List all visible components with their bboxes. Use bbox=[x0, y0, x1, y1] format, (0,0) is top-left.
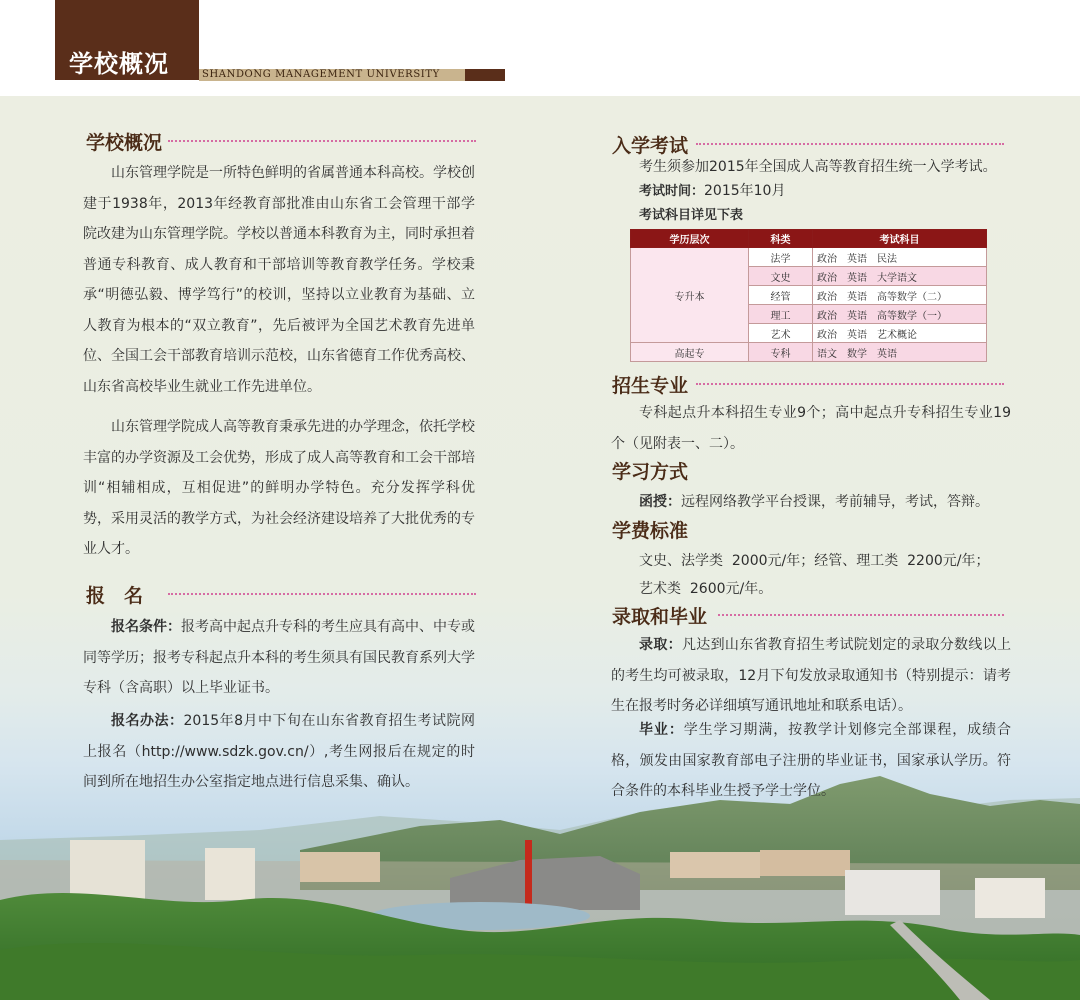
registration-conditions bbox=[83, 612, 475, 704]
admission-admit bbox=[611, 630, 1011, 722]
table-row bbox=[631, 248, 987, 267]
table-header-exams: 考试科目 bbox=[813, 230, 987, 248]
majors-divider bbox=[696, 383, 1004, 385]
admission-admit-label: 录取： bbox=[639, 637, 682, 653]
study-description: 远程网络教学平台授课，考前辅导，考试，答辩。 bbox=[681, 494, 989, 510]
table-cell-subject: 文史 bbox=[749, 267, 813, 286]
table-cell-exams: 政治 英语 高等数学（二） bbox=[813, 286, 987, 305]
exam-time-label: 考试时间： bbox=[639, 184, 705, 199]
fees-line-1: 文史、法学类 2000元/年；经管、理工类 2200元/年； bbox=[639, 553, 990, 569]
table-cell-subject: 专科 bbox=[749, 343, 813, 362]
exam-table-caption: 考试科目详见下表 bbox=[639, 208, 744, 223]
registration-method-label: 报名办法： bbox=[111, 713, 184, 729]
exam-heading: 入学考试 bbox=[612, 135, 689, 157]
table-cell-subject: 经管 bbox=[749, 286, 813, 305]
majors-text: 专科起点升本科招生专业9个；高中起点升专科招生专业19个（见附表一、二）。 bbox=[611, 405, 1011, 452]
table-cell-subject: 艺术 bbox=[749, 324, 813, 343]
exam-divider bbox=[696, 143, 1004, 145]
registration-heading: 报 名 bbox=[86, 585, 144, 607]
admission-graduation-text: 学生学习期满，按教学计划修完全部课程，成绩合格，颁发由国家教育部电子注册的毕业证书，国家承认学历。符合条件的本科毕业生授予学士学位。 bbox=[611, 722, 1011, 799]
study-heading: 学习方式 bbox=[612, 461, 689, 483]
header-subtitle: SHANDONG MANAGEMENT UNIVERSITY bbox=[202, 69, 440, 80]
header-title: 学校概况 bbox=[69, 50, 169, 78]
exam-subjects-table bbox=[630, 229, 987, 362]
table-header-row bbox=[631, 230, 987, 248]
fees-line-2: 艺术类 2600元/年。 bbox=[639, 581, 773, 597]
registration-conditions-label: 报名条件： bbox=[111, 619, 181, 635]
admission-graduation-label: 毕业： bbox=[639, 722, 684, 738]
table-cell-exams: 政治 英语 高等数学（一） bbox=[813, 305, 987, 324]
overview-paragraph-2: 山东管理学院成人高等教育秉承先进的办学理念，依托学校丰富的办学资源及工会优势，形成了成人高等教育和工会干部培训“相辅相成，互相促进”的鲜明办学特色。充分发挥学科优势，采用灵活的教学方式，为社会经济建设培养了大批优秀的专业人才。 bbox=[83, 419, 475, 557]
admission-heading: 录取和毕业 bbox=[612, 606, 708, 628]
exam-time bbox=[639, 180, 785, 200]
exam-time-value: 2015年10月 bbox=[704, 183, 786, 199]
table-cell-subject: 理工 bbox=[749, 305, 813, 324]
admission-admit-text: 凡达到山东省教育招生考试院划定的录取分数线以上的考生均可被录取，12月下旬发放录取通知书（特别提示：请考生在报考时务必详细填写通讯地址和联系电话）。 bbox=[611, 637, 1012, 714]
admission-graduation bbox=[611, 715, 1011, 807]
overview-paragraph-1: 山东管理学院是一所特色鲜明的省属普通本科高校。学校创建于1938年，2013年经教育部批准由山东省工会管理干部学院改建为山东管理学院。学校以普通本科教育为主，同时承担着普通专科教育、成人教育和干部培训等教育教学任务。学校秉承“明德弘毅、博学笃行”的校训，坚持以立业教育为基础、立人教育为根本的“双立教育”，先后被评为全国艺术教育先进单位、全国工会干部教育培训示范校，山东省德育工作优秀高校、山东省高校毕业生就业工作先进单位。 bbox=[83, 165, 475, 395]
study-label: 函授： bbox=[639, 494, 681, 510]
overview-heading: 学校概况 bbox=[86, 132, 163, 154]
table-cell-exams: 政治 英语 大学语文 bbox=[813, 267, 987, 286]
registration-conditions-text: 报考高中起点升专科的考生应具有高中、中专或同等学历；报考专科起点升本科的考生须具有国民教育系列大学专科（含高职）以上毕业证书。 bbox=[83, 619, 475, 696]
table-cell-level: 专升本 bbox=[631, 248, 749, 343]
admission-divider bbox=[718, 614, 1004, 616]
fees-heading: 学费标准 bbox=[612, 520, 689, 542]
majors-heading: 招生专业 bbox=[612, 375, 689, 397]
registration-method bbox=[83, 706, 475, 798]
table-cell-exams: 政治 英语 艺术概论 bbox=[813, 324, 987, 343]
table-cell-exams: 政治 英语 民法 bbox=[813, 248, 987, 267]
registration-method-text: 2015年8月中下旬在山东省教育招生考试院网上报名（http://www.sdzk.gov.cn/）,考生网报后在规定的时间到所在地招生办公室指定地点进行信息采集、确认。 bbox=[83, 713, 475, 790]
table-header-subject: 科类 bbox=[749, 230, 813, 248]
registration-divider bbox=[168, 593, 476, 595]
exam-intro: 考生须参加2015年全国成人高等教育招生统一入学考试。 bbox=[639, 159, 997, 175]
study-text bbox=[639, 491, 989, 511]
table-row bbox=[631, 343, 987, 362]
table-cell-subject: 法学 bbox=[749, 248, 813, 267]
overview-divider bbox=[168, 140, 476, 142]
table-cell-level: 高起专 bbox=[631, 343, 749, 362]
table-header-level: 学历层次 bbox=[631, 230, 749, 248]
table-cell-exams: 语文 数学 英语 bbox=[813, 343, 987, 362]
